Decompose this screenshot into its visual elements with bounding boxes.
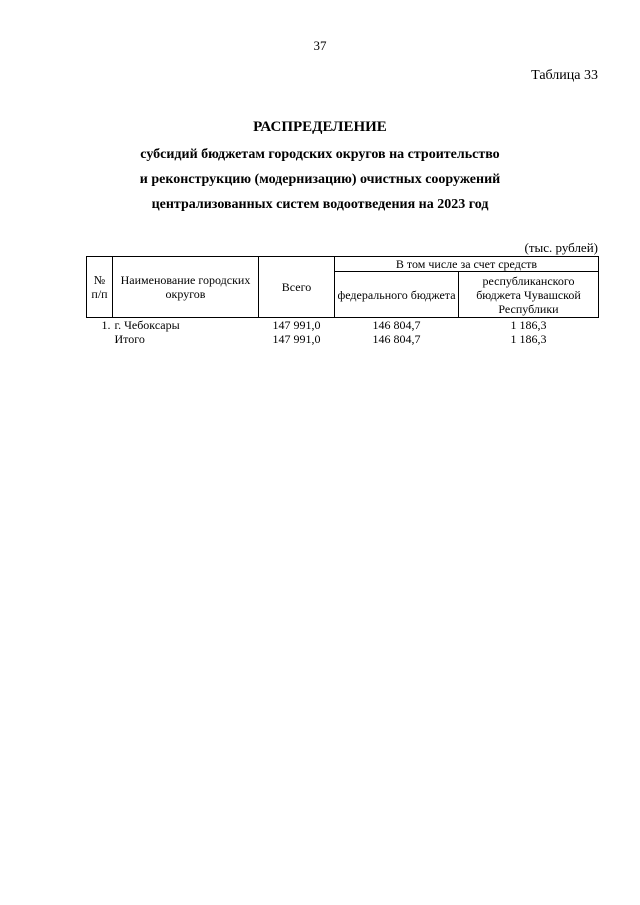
header-name: Наименование городских округов: [113, 257, 259, 318]
row-republic: 1 186,3: [459, 318, 599, 333]
header-total: Всего: [259, 257, 335, 318]
row-num: [87, 332, 113, 346]
table-label: Таблица 33: [531, 68, 598, 83]
row-total: 147 991,0: [272, 332, 321, 346]
header-republic: республиканского бюджета Чувашской Республики: [459, 272, 599, 318]
title-line: централизованных систем водоотведения на 2023 год: [151, 197, 489, 212]
units-note: (тыс. рублей): [524, 240, 598, 255]
table-row: [87, 318, 599, 333]
row-republic: 1 186,3: [510, 332, 547, 346]
row-federal: 146 804,7: [335, 318, 459, 333]
row-name: г. Чебоксары: [113, 318, 259, 333]
row-name: Итого: [114, 332, 145, 346]
table-row-total: [87, 332, 599, 346]
title-line: и реконструкцию (модернизацию) очистных сооружений: [139, 172, 501, 187]
header-group: В том числе за счет средств: [335, 257, 599, 272]
title-line: субсидий бюджетам городских округов на строительство: [140, 147, 500, 162]
title-main: РАСПРЕДЕЛЕНИЕ: [253, 119, 387, 135]
row-total: 147 991,0: [259, 318, 335, 333]
header-federal: федерального бюджета: [335, 272, 459, 318]
subsidy-table: [86, 256, 599, 346]
document-title: [0, 118, 640, 217]
row-num: 1.: [87, 318, 113, 333]
page-number: 37: [313, 38, 327, 53]
header-num: № п/п: [87, 257, 113, 318]
row-federal: 146 804,7: [372, 332, 421, 346]
